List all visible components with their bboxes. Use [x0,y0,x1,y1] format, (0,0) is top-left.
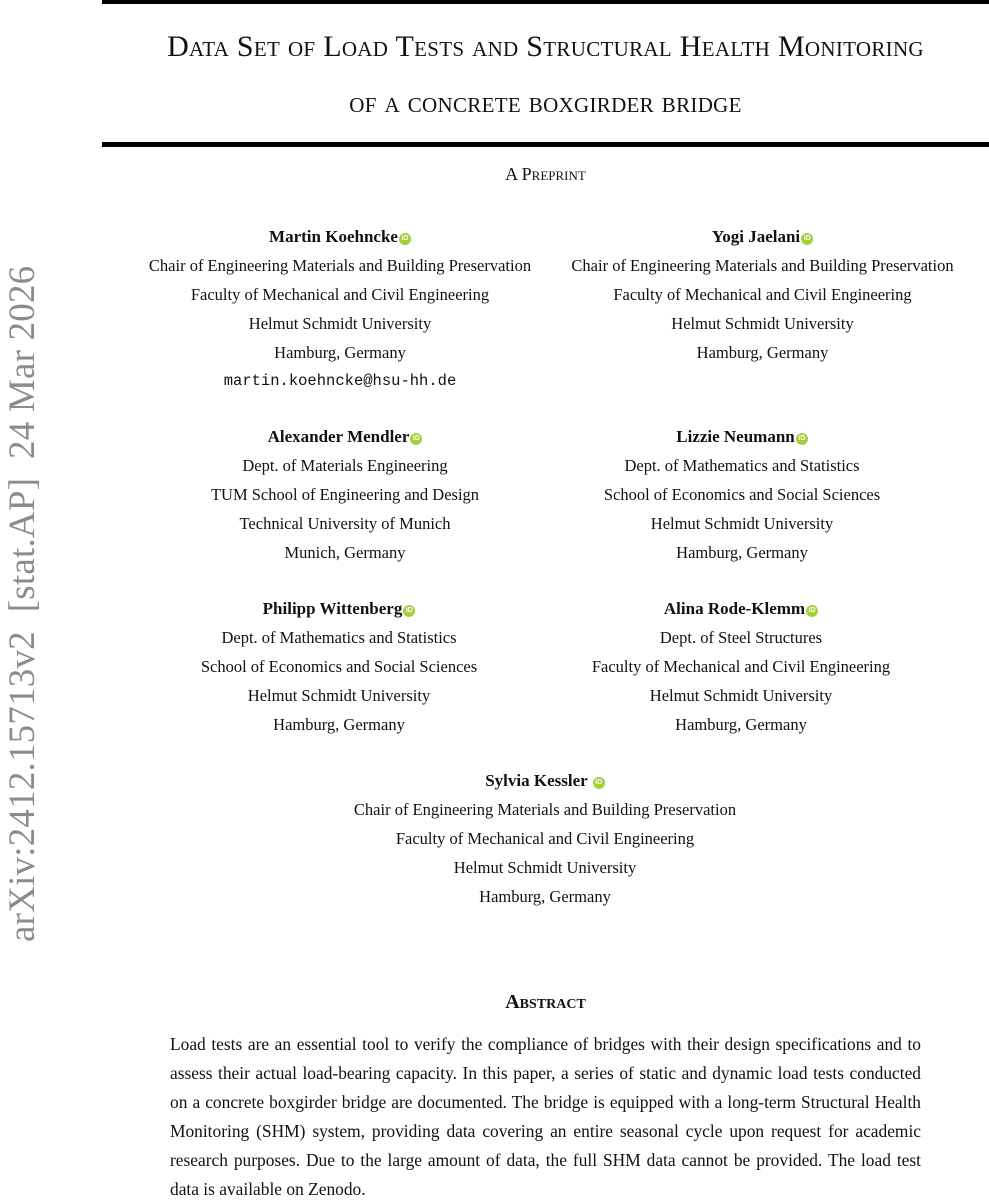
author-block [139,594,539,739]
author-affiliation-line: Dept. of Mathematics and Statistics [221,628,457,647]
author-affiliation-line: Dept. of Mathematics and Statistics [624,456,860,475]
author-affiliation-line: Hamburg, Germany [696,343,829,362]
author-affiliation-line: Faculty of Mechanical and Civil Engineering [591,657,891,676]
author-affiliation-line: Helmut Schmidt University [453,858,637,877]
author-block [540,222,985,367]
paper-title-line-1: Data Set of Load Tests and Structural Health Monitoring [167,30,924,63]
author-affiliation-line: TUM School of Engineering and Design [210,485,480,504]
author-name: Alina Rode-Klemm [663,599,806,618]
author-affiliation-line: Chair of Engineering Materials and Building Preservation [571,256,954,275]
author-email[interactable]: martin.koehncke@hsu-hh.de [223,372,457,390]
orcid-icon[interactable]: iD [403,605,415,617]
author-name: Sylvia Kessler [485,771,588,790]
author-affiliation-line: Technical University of Munich [239,514,451,533]
author-affiliation-line: School of Economics and Social Sciences [603,485,881,504]
author-affiliation-line: Faculty of Mechanical and Civil Engineering [613,285,912,304]
author-affiliation-line: Dept. of Materials Engineering [242,456,448,475]
author-affiliation-line: Hamburg, Germany [273,715,405,734]
author-block [300,766,790,911]
author-affiliation-line: Helmut Schmidt University [248,314,432,333]
title-rule-bottom [102,142,989,147]
orcid-icon[interactable]: iD [796,433,808,445]
orcid-icon[interactable]: iD [399,233,411,245]
orcid-icon[interactable]: iD [801,233,813,245]
author-affiliation-line: Faculty of Mechanical and Civil Engineering [395,829,695,848]
abstract-heading: Abstract [505,991,586,1013]
author-block [145,422,545,567]
author-affiliation-line: Hamburg, Germany [675,715,807,734]
author-affiliation-line: Hamburg, Germany [274,343,406,362]
author-name: Martin Koehncke [269,227,398,246]
author-affiliation-line: School of Economics and Social Sciences [200,657,478,676]
orcid-icon[interactable]: iD [593,777,605,789]
abstract-body: Load tests are an essential tool to verify the compliance of bridges with their design specifications and to assess their actual load-bearing capacity. In this paper, a series of static and dynamic load tests conducted on a concrete boxgirder bridge are documented. The bridge is equipped with a long-term Structural Health Monitoring (SHM) system, providing data covering an entire seasonal cycle upon request for academic research purposes. Due to the large amount of data, the full SHM data cannot be provided. The load test data is available on Zenodo. [170,1034,921,1199]
author-affiliation-line: Helmut Schmidt University [247,686,431,705]
author-name: Yogi Jaelani [711,227,801,246]
orcid-icon[interactable]: iD [410,433,422,445]
author-block [542,422,942,567]
author-affiliation-line: Dept. of Steel Structures [659,628,823,647]
author-affiliation-line: Chair of Engineering Materials and Building Preservation [353,800,737,819]
orcid-icon[interactable]: iD [806,605,818,617]
author-affiliation-line: Hamburg, Germany [479,887,611,906]
author-affiliation-line: Faculty of Mechanical and Civil Engineering [190,285,490,304]
title-rule-top [102,0,989,4]
author-block [541,594,941,739]
preprint-label: A Preprint [505,164,586,184]
author-name: Philipp Wittenberg [262,599,403,618]
paper-title-line-2: of a concrete boxgirder bridge [349,86,742,119]
author-affiliation-line: Helmut Schmidt University [650,514,834,533]
author-block [120,222,560,396]
author-name: Alexander Mendler [267,427,410,446]
author-affiliation-line: Helmut Schmidt University [671,314,854,333]
author-affiliation-line: Chair of Engineering Materials and Building Preservation [148,256,532,275]
author-affiliation-line: Hamburg, Germany [676,543,808,562]
arxiv-identifier-stamp[interactable]: arXiv:2412.15713v2 [stat.AP] 24 Mar 2026 [2,265,43,942]
author-affiliation-line: Helmut Schmidt University [649,686,833,705]
author-name: Lizzie Neumann [676,427,795,446]
author-affiliation-line: Munich, Germany [284,543,406,562]
